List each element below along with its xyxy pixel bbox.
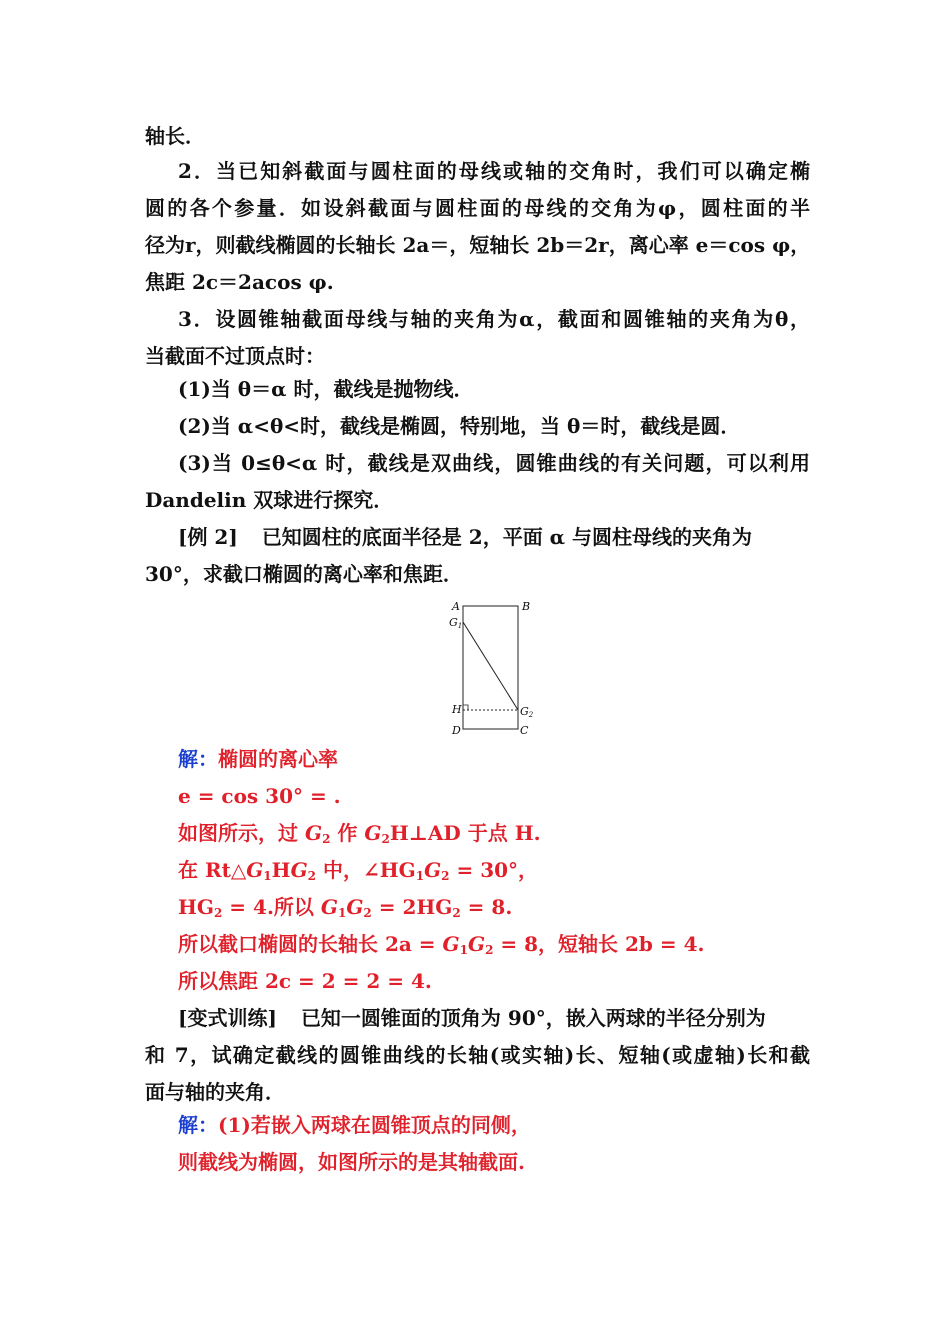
sol-text: = 2HG (371, 895, 453, 919)
solution-1-line-2: e = cos 30° = . (178, 784, 341, 808)
example-2-line-1 (178, 524, 810, 550)
label-d: D (452, 724, 461, 737)
sol-text: 作 (330, 821, 365, 845)
label-g1-letter: G (449, 616, 458, 629)
right-angle-mark (463, 705, 468, 710)
sol-text: H⊥AD 于点 H. (389, 821, 541, 845)
label-g2-letter: G (520, 705, 529, 718)
case-2: (2)当 α<θ<时，截线是椭圆，特别地，当 θ＝时，截线是圆． (178, 414, 741, 438)
variant-line-1 (178, 1005, 810, 1031)
example-2-line-2: 30°，求截口椭圆的离心率和焦距． (145, 562, 463, 586)
paragraph-2-line-3: 径为r，则截线椭圆的长轴长 2a＝，短轴长 2b＝2r，离心率 e＝cos φ， (145, 233, 811, 257)
rectangle-abcd (463, 606, 518, 729)
solution-1-line-7: 所以焦距 2c = 2 = 2 = 4. (178, 969, 432, 993)
example-2-tag: [例 2] (178, 525, 238, 549)
solution-1-line-5: $HG_2 = 4$.所以 $G_1G_2 = 2HG_2 = 8$. (178, 895, 513, 920)
solution-1-line-6: 所以截口椭圆的长轴长 $2a = G_1G_2 = 8$，短轴长 2b = 4. (178, 932, 705, 957)
label-g1 (449, 616, 462, 630)
label-g1-sub: 1 (457, 622, 463, 630)
label-a: A (452, 600, 460, 613)
paragraph-2-line-4: 焦距 2c＝2acos φ. (145, 270, 334, 294)
sol-text: H (271, 858, 291, 882)
solution-2-lead: 解： (178, 1113, 218, 1137)
sol-text: = 8，短轴长 2b = 4. (493, 932, 705, 956)
solution-1-lead: 解： (178, 747, 218, 771)
solution-2-line-2: 则截线为椭圆，如图所示的是其轴截面. (178, 1150, 525, 1174)
label-g2 (520, 705, 534, 719)
sol-text: 所以截口椭圆的长轴长 2a = (178, 932, 443, 956)
solution-1-line-1 (178, 746, 810, 772)
label-h: H (452, 703, 462, 716)
sol-text: 在 Rt△ (178, 858, 247, 882)
paragraph-2-line-1: 2．当已知斜截面与圆柱面的母线或轴的交角时，我们可以确定椭 (178, 159, 810, 183)
paragraph-2-line-2: 圆的各个参量．如设斜截面与圆柱面的母线的交角为φ，圆柱面的半 (145, 196, 810, 220)
solution-2-text: (1)若嵌入两球在圆锥顶点的同侧， (218, 1113, 531, 1137)
solution-1-line-3: 如图所示，过 $G_2$ 作 $G_2H\perp AD$ 于点 H. (178, 821, 541, 846)
sol-text: HG (178, 895, 214, 919)
example-2-text: 已知圆柱的底面半径是 2，平面 α 与圆柱母线的夹角为 (261, 525, 753, 549)
sol-text: 中，∠HG (316, 858, 416, 882)
sol-text: = 30°， (449, 858, 539, 882)
variant-line-2: 和 7，试确定截线的圆锥曲线的长轴(或实轴)长、短轴(或虚轴)长和截 (145, 1043, 810, 1067)
paragraph-3-line-1: 3．设圆锥轴截面母线与轴的夹角为α，截面和圆锥轴的夹角为θ， (178, 307, 810, 331)
variant-tag: [变式训练] (178, 1006, 277, 1030)
sol-text: = 8. (460, 895, 513, 919)
sol-text: 如图所示，过 (178, 821, 305, 845)
paragraph-3-line-2: 当截面不过顶点时： (145, 344, 325, 368)
solution-1-line-4: 在 $Rt\triangle G_1HG_2$ 中，$\angle HG_1G_2 = 30^\circ$， (178, 858, 539, 883)
solution-1-text: 椭圆的离心率 (218, 747, 338, 771)
label-g2-sub: 2 (528, 711, 534, 719)
variant-line-3: 面与轴的夹角． (145, 1080, 285, 1104)
case-3-line-2: Dandelin 双球进行探究． (145, 488, 394, 512)
paragraph-1-tail: 轴长． (145, 124, 205, 148)
sol-text: = 4.所以 (222, 895, 321, 919)
case-1: (1)当 θ＝α 时，截线是抛物线． (178, 377, 474, 401)
segment-g1-g2 (463, 622, 518, 710)
variant-text: 已知一圆锥面的顶角为 90°，嵌入两球的半径分别为 (300, 1006, 766, 1030)
label-c: C (520, 724, 529, 737)
case-3-line-1: (3)当 0≤θ<α 时，截线是双曲线，圆锥曲线的有关问题，可以利用 (178, 451, 810, 475)
label-b: B (522, 600, 531, 613)
cylinder-section-figure (440, 598, 540, 740)
solution-2-line-1 (178, 1112, 810, 1138)
